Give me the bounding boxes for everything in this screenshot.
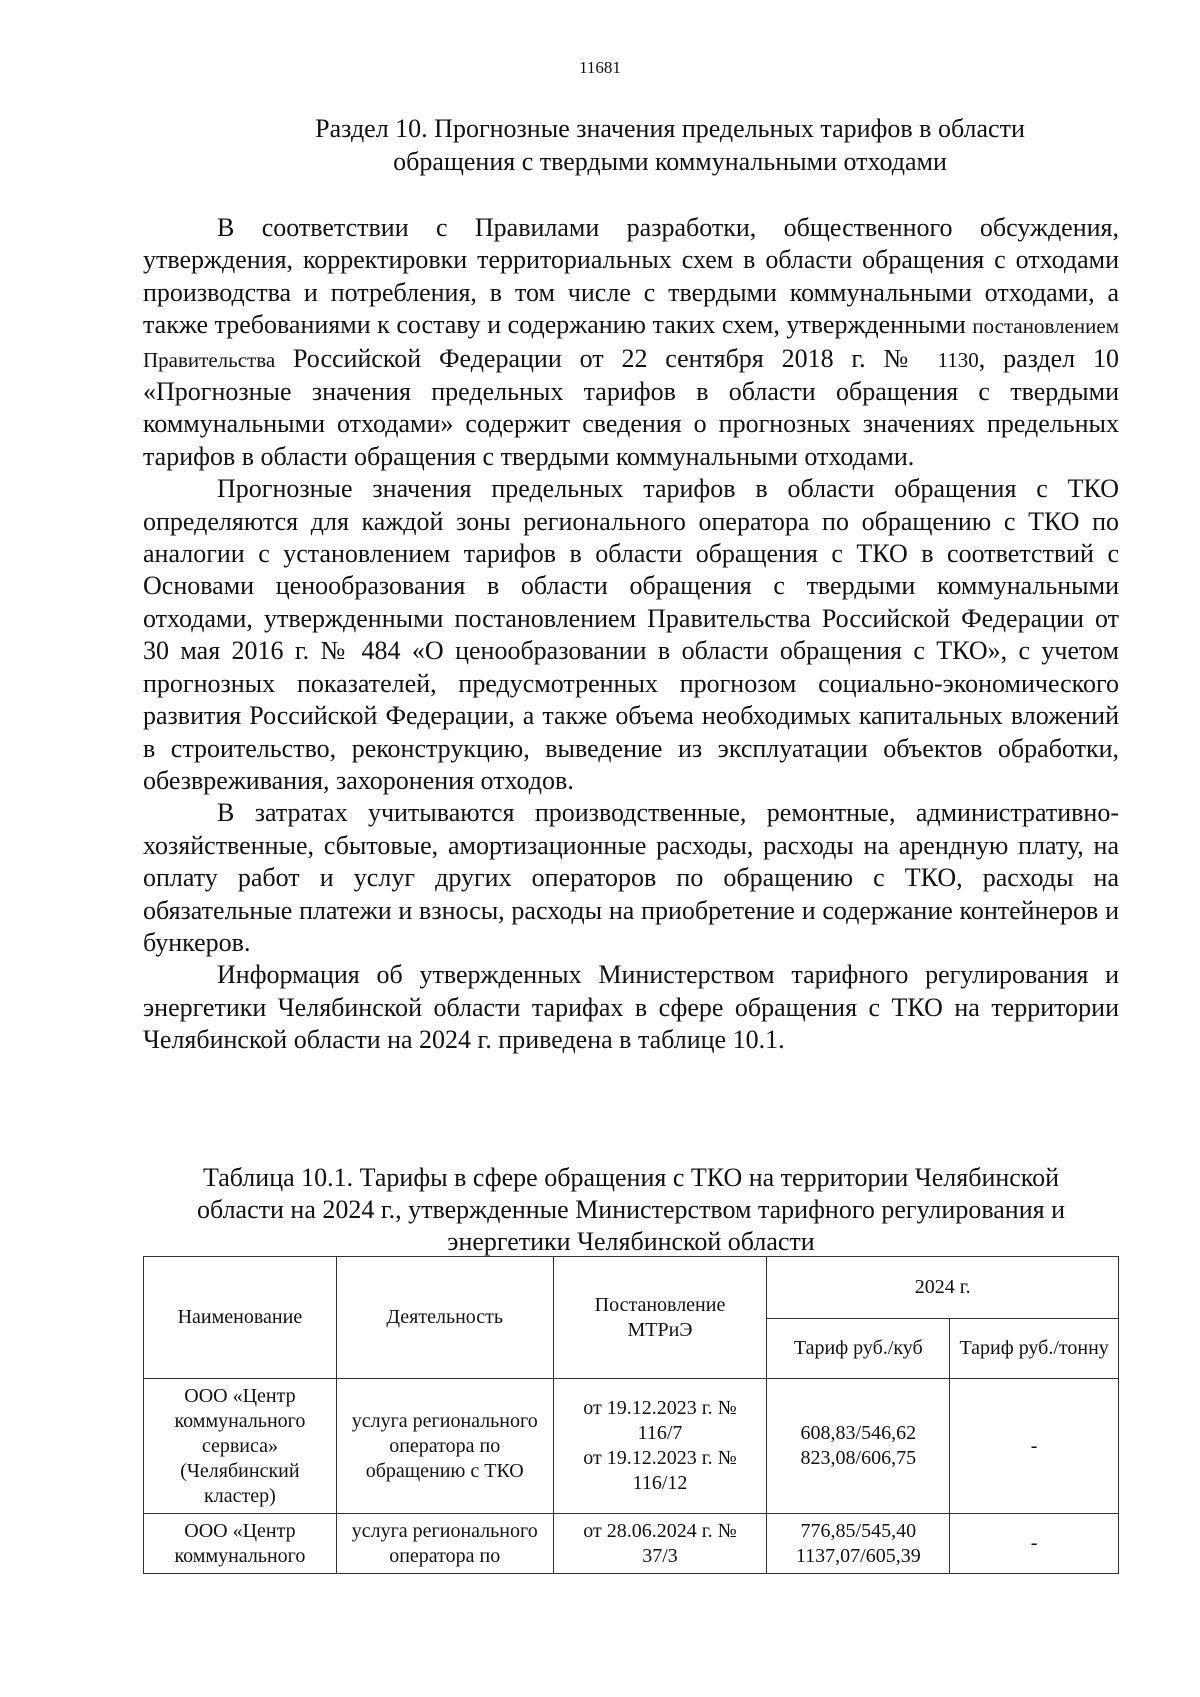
- cell-decree: [553, 1379, 767, 1514]
- page-number: 11681: [579, 58, 621, 77]
- header-tariff-ton: Тариф руб./тонну: [950, 1319, 1119, 1379]
- cell-line: ООО «Центр: [184, 1519, 296, 1542]
- table-row: [144, 1379, 1119, 1514]
- paragraph-4: Информация об утвержденных Министерством тарифного регулирования и энергетики Челябинской области тарифах в сфере обращения с ТКО на территории Челябинской области на 2024 г. приведена в таблице 10.1.: [143, 960, 1119, 1055]
- table-row: [144, 1514, 1119, 1574]
- cell-line: оператора по: [389, 1544, 501, 1567]
- table-caption: [143, 1162, 1119, 1258]
- cell-tariff-cubic: [767, 1514, 950, 1574]
- paragraph-text-small: постановлением Правительства: [143, 314, 1119, 372]
- section-title-line: обращения с твердыми коммунальными отходами: [393, 147, 947, 176]
- cell-line: кластер): [204, 1484, 276, 1507]
- cell-line: сервиса»: [201, 1434, 278, 1457]
- cell-line: от 28.06.2024 г. №: [583, 1519, 737, 1542]
- paragraph-2: Прогнозные значения предельных тарифов в области обращения с ТКО определяются для каждой зоны регионального оператора по обращению с ТКО по аналогии с установлением тарифов в области обращения с ТКО в соответствий с Основами ценообразования в области обращения с твердыми коммунальными отходами, утвержденными постановлением Правительства Российской Федерации от 30 мая 2016 г. № 484 «О ценообразовании в области обращения с ТКО», с учетом прогнозных показателей, предусмотренных прогнозом социально-экономического развития Российской Федерации, а также объема необходимых капитальных вложений в строительство, реконструкцию, выведение из эксплуатации объектов обработки, обезвреживания, захоронения отходов.: [143, 474, 1119, 795]
- cell-tariff-cubic: [767, 1379, 950, 1514]
- cell-activity: [336, 1514, 553, 1574]
- paragraph-text: В соответствии с Правилами разработки, общественного обсуждения, утверждения, корректировки территориальных схем в области обращения с отходами производства и потребления, в том числе с твердыми коммунальными отходами, а также требованиями к составу и содержанию таких схем, утвержденными: [143, 213, 1119, 340]
- cell-line: 37/3: [642, 1544, 678, 1567]
- cell-line: оператора по: [389, 1434, 501, 1457]
- header-year: 2024 г.: [767, 1257, 1119, 1319]
- header-decree: [553, 1257, 767, 1379]
- header-name: Наименование: [144, 1257, 337, 1379]
- cell-line: коммунального: [174, 1409, 306, 1432]
- cell-line: 608,83/546,62: [800, 1422, 917, 1444]
- cell-line: 116/12: [632, 1472, 688, 1494]
- cell-line: услуга регионального: [351, 1519, 538, 1542]
- header-activity: Деятельность: [336, 1257, 553, 1379]
- cell-decree: [553, 1514, 767, 1574]
- header-decree-line: Постановление: [594, 1293, 726, 1316]
- header-tariff-cubic: Тариф руб./куб: [767, 1319, 950, 1379]
- table-caption-line: Таблица 10.1. Тарифы в сфере обращения с ТКО на территории Челябинской: [202, 1163, 1060, 1192]
- paragraph-text: Российской Федерации от 22 сентября 2018 г. №: [275, 343, 938, 373]
- cell-line: 823,08/606,75: [800, 1447, 917, 1469]
- table-header-row: [144, 1257, 1119, 1319]
- cell-line: 776,85/545,40: [800, 1519, 917, 1542]
- cell-line: от 19.12.2023 г. №: [583, 1447, 737, 1469]
- paragraph-text: , раздел 10 «Прогнозные значения предельных тарифов в области обращения с твердыми коммунальными отходами» содержит сведения о прогнозных значениях предельных тарифов в области обращения с твердыми коммунальными отходами.: [143, 343, 1119, 471]
- paragraph-1: [143, 212, 1119, 473]
- cell-line: коммунального: [174, 1544, 306, 1567]
- cell-line: от 19.12.2023 г. №: [583, 1397, 737, 1419]
- section-title: [250, 112, 1090, 178]
- cell-line: ООО «Центр: [184, 1384, 296, 1407]
- cell-tariff-ton: -: [950, 1514, 1119, 1574]
- body-text: [143, 212, 1119, 1057]
- cell-tariff-ton: -: [950, 1379, 1119, 1514]
- cell-line: 1137,07/605,39: [795, 1544, 921, 1567]
- cell-activity: [336, 1379, 553, 1514]
- tariffs-table: [143, 1256, 1119, 1574]
- table-caption-line: энергетики Челябинской области: [447, 1227, 815, 1256]
- section-title-line: Раздел 10. Прогнозные значения предельных тарифов в области: [315, 114, 1025, 143]
- table-caption-line: области на 2024 г., утвержденные Министерством тарифного регулирования и: [197, 1195, 1065, 1224]
- paragraph-3: В затратах учитываются производственные, ремонтные, административно-хозяйственные, сбытовые, амортизационные расходы, расходы на арендную плату, на оплату работ и услуг других операторов по обращению с ТКО, расходы на обязательные платежи и взносы, расходы на приобретение и содержание контейнеров и бункеров.: [143, 798, 1119, 957]
- header-decree-line: МТРиЭ: [627, 1318, 693, 1341]
- cell-line: (Челябинский: [180, 1459, 300, 1482]
- cell-name: [144, 1379, 337, 1514]
- cell-line: услуга регионального: [351, 1409, 538, 1432]
- cell-line: обращению с ТКО: [365, 1459, 524, 1482]
- cell-name: [144, 1514, 337, 1574]
- cell-line: 116/7: [637, 1422, 683, 1444]
- paragraph-text-small: 1130: [937, 347, 979, 372]
